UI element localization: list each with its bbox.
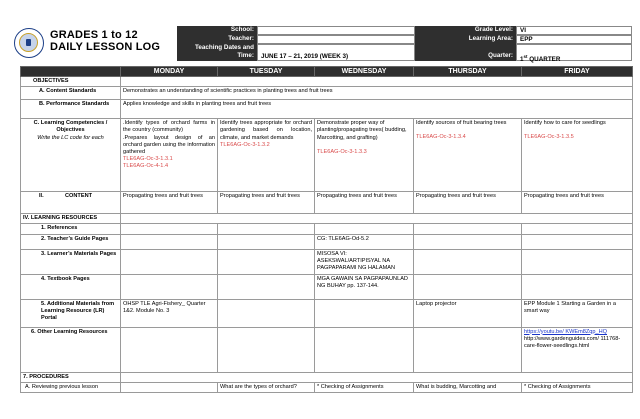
objectives-label: OBJECTIVES <box>21 77 121 87</box>
learners-materials-monday <box>121 249 218 274</box>
school-value[interactable] <box>257 26 415 35</box>
reviewing-monday <box>121 382 218 392</box>
reviewing-tuesday: What are the types of orchard? <box>218 382 315 392</box>
lc-code-tuesday: TLE6AG-Oc-3-1.3.2 <box>220 141 270 148</box>
youtube-link[interactable]: https://youtu.be/ KWEm8Zqp_HQ <box>524 328 608 335</box>
learning-resources-span <box>121 214 633 224</box>
performance-standards-text: Applies knowledge and skills in planting trees and fruit trees <box>121 100 633 119</box>
content-label-num: II. <box>39 193 44 200</box>
quarter-suffix: st <box>523 54 528 59</box>
learning-resources-label: IV. LEARNING RESOURCES <box>21 214 121 224</box>
teachers-guide-label: 2. Teacher’s Guide Pages <box>21 234 121 249</box>
learning-area-label: Learning Area: <box>415 35 516 44</box>
reviewing-thursday: What is budding, Marcotting and <box>414 382 522 392</box>
lesson-log-table <box>20 66 633 393</box>
day-header-wednesday: WEDNESDAY <box>315 67 414 77</box>
reviewing-friday: * Checking of Assignments <box>522 382 633 392</box>
quarter-label: Quarter: <box>415 44 516 61</box>
competencies-label-text: C. Learning Competencies / Objectives <box>33 120 108 134</box>
teachers-guide-friday <box>522 234 633 249</box>
references-row <box>21 224 633 234</box>
additional-materials-friday: EPP Module 1 Starting a Garden in a smart way <box>522 299 633 327</box>
content-thursday: Propagating trees and fruit trees <box>414 192 522 214</box>
content-monday: Propagating trees and fruit trees <box>121 192 218 214</box>
content-wednesday: Propagating trees and fruit trees <box>315 192 414 214</box>
competencies-friday <box>522 119 633 192</box>
title-grades: GRADES 1 to 12 <box>50 29 138 41</box>
gardenguides-link-text: http://www.gardenguides.com/ 111768-care-flower-seedlings.html <box>524 335 621 350</box>
teachers-guide-row <box>21 234 633 249</box>
competency-tuesday: Identify trees appropriate for orchard gardening based on location, climate, and market demands <box>220 120 312 141</box>
learners-materials-friday <box>522 249 633 274</box>
learning-resources-row <box>21 214 633 224</box>
content-standards-row <box>21 87 633 100</box>
quarter-value[interactable] <box>516 44 632 64</box>
content-label-text: CONTENT <box>65 193 93 200</box>
lc-code-friday: TLE6AG-Oc-3-1.3.5 <box>524 134 574 141</box>
competency-wednesday: Demonstrate proper way of planting/propagating trees( budding, Marcotting, and grafting) <box>317 120 407 141</box>
additional-materials-row <box>21 299 633 327</box>
time-label: Time: <box>237 52 254 59</box>
other-resources-wednesday <box>315 327 414 372</box>
competency-monday-1: .Identify types of orchard farms in the country (community) <box>123 120 215 134</box>
references-tuesday <box>218 224 315 234</box>
day-header-monday: MONDAY <box>121 67 218 77</box>
other-resources-tuesday <box>218 327 315 372</box>
competencies-row <box>21 119 633 192</box>
school-label: School: <box>177 26 257 35</box>
competency-thursday: Identify sources of fruit bearing trees <box>416 120 507 127</box>
grade-level-value[interactable]: VI <box>516 26 632 35</box>
additional-materials-tuesday <box>218 299 315 327</box>
lc-code-wednesday: TLE6AG-Oc-3-1.3.3 <box>317 148 367 155</box>
competencies-thursday <box>414 119 522 192</box>
competency-monday-2: .Prepares layout design of an orchard garden using the information gathered <box>123 134 215 156</box>
procedures-label: 7. PROCEDURES <box>21 372 121 382</box>
header-corner <box>21 67 121 77</box>
learners-materials-tuesday <box>218 249 315 274</box>
lc-code-monday-1: TLE6AG-Oc-3-1.3.1 <box>123 156 173 163</box>
lc-code-thursday: TLE6AG-Oc-3-1.3.4 <box>416 134 466 141</box>
textbook-thursday <box>414 274 522 299</box>
objectives-span <box>121 77 633 87</box>
learners-materials-label: 3. Learner’s Materials Pages <box>21 249 121 274</box>
competencies-label <box>21 119 121 192</box>
day-header-row <box>21 67 633 77</box>
textbook-tuesday <box>218 274 315 299</box>
quarter-number: 1 <box>520 56 524 64</box>
learning-area-value[interactable]: EPP <box>516 35 632 44</box>
other-resources-row <box>21 327 633 372</box>
teachers-guide-tuesday <box>218 234 315 249</box>
objectives-row <box>21 77 633 87</box>
performance-standards-row <box>21 100 633 119</box>
competencies-wednesday <box>315 119 414 192</box>
content-friday: Propagating trees and fruit trees <box>522 192 633 214</box>
teachers-guide-wednesday: CG: TLE6AG-Od-5.2 <box>315 234 414 249</box>
other-resources-monday <box>121 327 218 372</box>
textbook-wednesday: MGA GAWAIN SA PAGPAPAUNLAD NG BUHAY pp. 137-144. <box>315 274 414 299</box>
teaching-dates-label-line1: Teaching Dates and <box>194 44 254 51</box>
title-daily-lesson-log: DAILY LESSON LOG <box>50 41 161 53</box>
references-thursday <box>414 224 522 234</box>
lc-code-monday-2: TLE6AG-Oc-4-1.4 <box>123 163 169 170</box>
other-resources-friday <box>522 327 633 372</box>
content-row <box>21 192 633 214</box>
textbook-label: 4. Textbook Pages <box>21 274 121 299</box>
teacher-label: Teacher: <box>177 35 257 44</box>
learners-materials-wednesday: MISOSA VI: ASEKSWAL/ARTIPISYAL NA PAGPAPARAMI NG HALAMAN <box>315 249 414 274</box>
performance-standards-label: B. Performance Standards <box>21 100 121 119</box>
teachers-guide-thursday <box>414 234 522 249</box>
day-header-tuesday: TUESDAY <box>218 67 315 77</box>
references-monday <box>121 224 218 234</box>
learners-materials-thursday <box>414 249 522 274</box>
teachers-guide-monday <box>121 234 218 249</box>
teaching-dates-label <box>177 44 257 61</box>
other-resources-thursday <box>414 327 522 372</box>
day-header-friday: FRIDAY <box>522 67 633 77</box>
procedures-row <box>21 372 633 382</box>
reviewing-label: A. Reviewing previous lesson <box>21 382 121 392</box>
references-wednesday <box>315 224 414 234</box>
grade-level-label: Grade Level: <box>415 26 516 35</box>
seal-emblem-icon <box>19 33 38 52</box>
additional-materials-wednesday <box>315 299 414 327</box>
procedures-span <box>121 372 633 382</box>
content-standards-label: A. Content Standards <box>21 87 121 100</box>
textbook-monday <box>121 274 218 299</box>
competencies-sublabel: Write the LC code for each <box>37 134 104 141</box>
learners-materials-row <box>21 249 633 274</box>
day-header-thursday: THURSDAY <box>414 67 522 77</box>
additional-materials-monday: OHSP TLE Agri-Fishery_ Quarter 1&2. Module No. 3 <box>121 299 218 327</box>
textbook-friday <box>522 274 633 299</box>
teacher-value[interactable] <box>257 35 415 44</box>
other-resources-label: 6. Other Learning Resources <box>21 327 121 372</box>
teaching-dates-value[interactable]: JUNE 17 – 21, 2019 (WEEK 3) <box>257 44 415 61</box>
competencies-monday <box>121 119 218 192</box>
competency-friday: Identify how to care for seedlings <box>524 120 606 127</box>
references-label: 1. References <box>21 224 121 234</box>
competencies-tuesday <box>218 119 315 192</box>
references-friday <box>522 224 633 234</box>
content-label <box>21 192 121 214</box>
content-tuesday: Propagating trees and fruit trees <box>218 192 315 214</box>
textbook-row <box>21 274 633 299</box>
reviewing-wednesday: * Checking of Assignments <box>315 382 414 392</box>
quarter-text: QUARTER <box>527 56 561 64</box>
deped-seal-logo <box>14 28 44 58</box>
reviewing-row <box>21 382 633 392</box>
content-standards-text: Demonstrates an understanding of scientific practices in planting trees and fruit trees <box>121 87 633 100</box>
additional-materials-thursday: Laptop projector <box>414 299 522 327</box>
additional-materials-label: 5. Additional Materials from Learning Resource (LR) Portal <box>21 299 121 327</box>
